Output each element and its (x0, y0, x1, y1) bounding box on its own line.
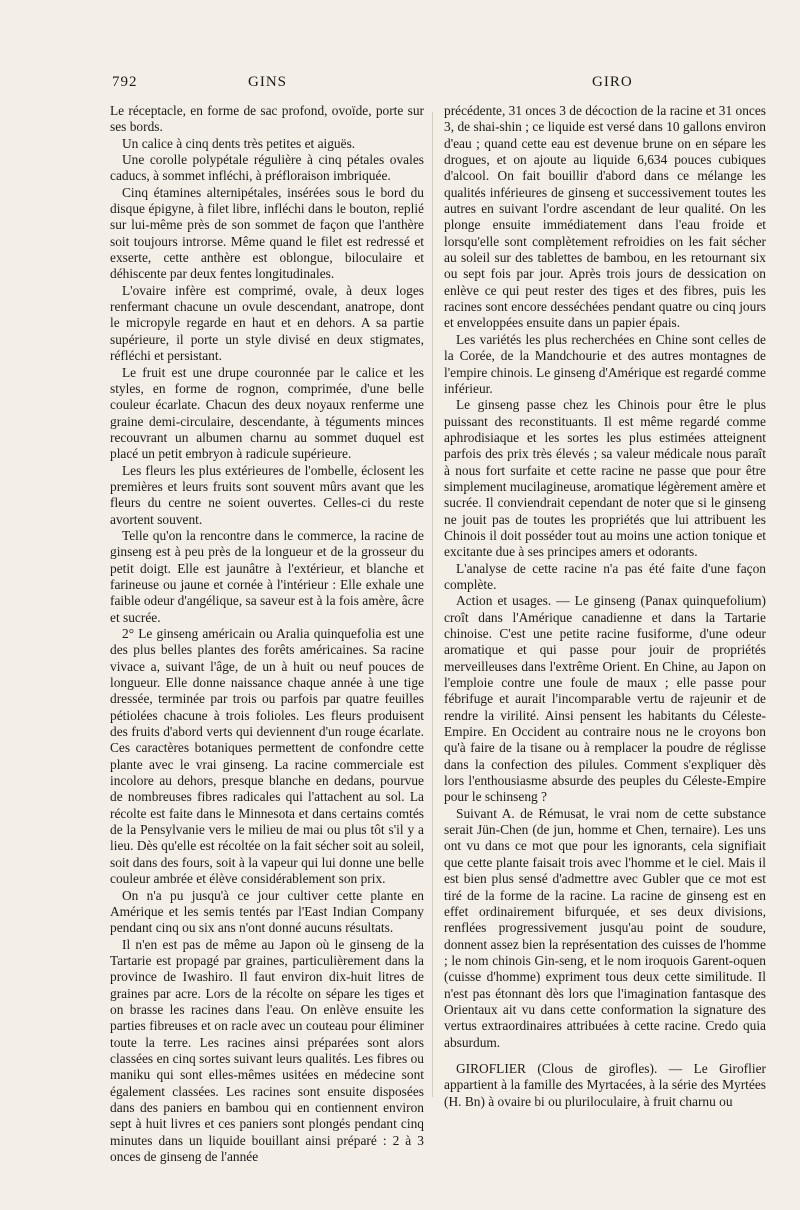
paragraph: L'analyse de cette racine n'a pas été faite d'une façon complète. (444, 560, 766, 592)
paragraph: Le fruit est une drupe couronnée par le calice et les styles, en forme de rognon, comprimée, d'une belle couleur écarlate. Chacun des deux noyaux renferme une graine demi-circulaire, descendante, à téguments minces recouvrant un albumen charnu au sommet duquel est placé un petit embryon à radicule supérieure. (110, 364, 424, 462)
paragraph: Cinq étamines alternipétales, insérées sous le bord du disque épigyne, à filet libre, infléchi dans le bouton, replié sur lui-même près de son sommet de façon que l'anthère soit toujours introrse. Même quand le filet est redressé et exserte, cette anthère est oblongue, biloculaire et déhiscente par deux fentes longitudinales. (110, 184, 424, 282)
paragraph: Un calice à cinq dents très petites et aiguës. (122, 135, 356, 151)
left-column (110, 103, 424, 1165)
paragraph: Il n'en est pas de même au Japon où le ginseng de la Tartarie est propagé par graines, particulièrement dans la province de Iwashiro. Il faut environ dix-huit litres de graines par acre. Lors de la récolte on sépare les tiges et on brasse les racines dans l'eau. On enlève ensuite les parties fibreuses et on racle avec un couteau pour éliminer toute la terre. Les racines ainsi préparées sont alors classées en cinq sortes suivant leurs qualités. Les fibres ou maniku qui sont elles-mêmes usitées en médecine sont également classées. Les racines sont ensuite disposées dans des paniers en bambou qui en contiennent environ sept à huit livres et ces paniers sont plongés pendant cinq minutes dans un liquide bouillant ainsi préparé : 2 à 3 onces de ginseng de l'année (110, 936, 424, 1164)
paragraph: 2° Le ginseng américain ou Aralia quinquefolia est une des plus belles plantes des forêts américaines. Sa racine vivace a, suivant l'âge, de un à huit ou neuf pouces de longueur. Elle donne naissance chaque année à une tige dressée, terminée par trois ou parfois par quatre feuilles pétiolées chacune à trois folioles. Les fleurs produisent des fruits d'abord verts qui deviennent d'un rouge écarlate. Ces caractères botaniques permettent de confondre cette plante avec le vrai ginseng. La racine commerciale est incolore au dehors, presque blanche en dedans, pourvue de nombreuses fibres radicales qui l'attachent au sol. La récolte est faite dans le Minnesota et dans certains comtés de la Pensylvanie vers le milieu de mai ou plus tôt s'il y a lieu. Dès qu'elle est récoltée on la fait sécher soit au soleil, soit dans des fours, soit à la vapeur qui lui donne une belle couleur ambrée et élève considérablement son prix. (110, 626, 424, 887)
paragraph: Le réceptacle, en forme de sac profond, ovoïde, porte sur ses bords. (110, 103, 424, 135)
running-head-left: GINS (248, 74, 288, 90)
paragraph: Les fleurs les plus extérieures de l'ombelle, éclosent les premières et leurs fruits sont souvent mûrs avant que les fleurs du centre ne soient ouvertes. Celles-ci du reste avortent souvent. (110, 462, 424, 527)
running-head-right: GIRO (592, 74, 633, 90)
paragraph: Une corolle polypétale régulière à cinq pétales ovales caducs, à sommet infléchi, à préfloraison imbriquée. (110, 152, 424, 184)
paragraph: GIROFLIER (Clous de girofles). — Le Giroflier appartient à la famille des Myrtacées, à la série des Myrtées (H. Bn) à ovaire bi ou pluriloculaire, à fruit charnu ou (444, 1060, 766, 1109)
paragraph: Action et usages. — Le ginseng (Panax quinquefolium) croît dans l'Amérique canadienne et dans la Tartarie chinoise. C'est une petite racine fusiforme, d'une odeur aromatique et qui passe pour jouir de propriétés merveilleuses dans l'extrême Orient. En Chine, au Japon on l'emploie contre une foule de maux ; elle passe pour fébrifuge et aurait l'incomparable vertu de rajeunir et de rendre la virilité. Ainsi pensent les habitants du Céleste-Empire. En Occident au contraire nous ne le croyons bon qu'à faire de la tisane ou à remplacer la poudre de réglisse dans la confection des pilules. Comment s'expliquer dès lors l'enthousiasme absurde des peuples du Céleste-Empire pour le schinseng ? (444, 593, 766, 805)
paragraph: Suivant A. de Rémusat, le vrai nom de cette substance serait Jün-Chen (de jun, homme et Chen, ternaire). Les uns ont vu dans ce mot que pour les ignorants, cela signifiait que cette plante faisait trois avec l'homme et le ciel. Mais il est bien plus sensé d'admettre avec Gubler que ce mot est tiré de la forme de la racine. La racine de ginseng est en effet ordinairement bifurquée, et ses deux divisions, renflées progressivement jusqu'au point de soudure, donnent assez bien la représentation des cuisses de l'homme ; le nom chinois Gin-seng, et le nom iroquois Garent-oquen (cuisse d'homme) expriment tous deux cette similitude. Il n'est pas étonnant dès lors que l'imagination fantasque des Orientaux ait vu dans cette conformation la signature des vertus extraordinaires attribuées à cette racine. Credo quia absurdum. (444, 805, 766, 1050)
column-divider (432, 112, 433, 1097)
running-header (0, 74, 800, 98)
paragraph: Telle qu'on la rencontre dans le commerce, la racine de ginseng est à peu près de la longueur et de la grosseur du petit doigt. Elle est jaunâtre à l'extérieur, et blanche et farineuse ou jaune et cornée à l'intérieur : Elle exhale une faible odeur d'angélique, sa saveur est à la fois amère, âcre et sucrée. (110, 527, 424, 625)
paragraph: On n'a pu jusqu'à ce jour cultiver cette plante en Amérique et les semis tentés par l'East Indian Company pendant cinq ou six ans n'ont donné aucuns résultats. (110, 887, 424, 936)
paragraph: précédente, 31 onces 3 de décoction de la racine et 31 onces 3, de shai-shin ; ce liquide est versé dans 10 gallons environ d'eau ; quand cette eau est devenue brune on en sépare les drogues, et on ajoute au liquide 6,634 pouces cubiques d'alcool. On fait bouillir d'abord dans ce mélange les qualités inférieures de ginseng et successivement toutes les autres en suivant l'ordre ascendant de leur qualité. On les plonge ensuite immédiatement dans l'eau froide et lorsqu'elle sont complètement refroidies on les fait sécher au soleil sur des tablettes de bambou, en les retournant six ou sept fois par jour. Après trois jours de dessication on enlève ce qui peut rester des tiges et des fibres, puis les racines sont encore desséchées pendant quatre ou cinq jours et enveloppées ensuite dans un papier épais. (444, 103, 766, 331)
page-number: 792 (112, 74, 138, 90)
paragraph: L'ovaire infère est comprimé, ovale, à deux loges renfermant chacune un ovule descendant, anatrope, dont le micropyle regarde en haut et en dehors. A sa partie supérieure, il porte un style divisé en deux stigmates, réfléchi et persistant. (110, 282, 424, 364)
paragraph: Les variétés les plus recherchées en Chine sont celles de la Corée, de la Mandchourie et des autres montagnes de l'empire chinois. Le ginseng d'Amérique est regardé comme inférieur. (444, 331, 766, 396)
paragraph: Le ginseng passe chez les Chinois pour être le plus puissant des reconstituants. Il est même regardé comme aphrodisiaque et les sortes les plus estimées atteignent parfois des prix très élevés ; sa valeur médicale nous paraît à nous fort surfaite et cette racine ne passe que pour être simplement mucilagineuse, aromatique légèrement amère et sucrée. Il conviendrait cependant de noter que si le ginseng ne jouit pas de toutes les propriétés que lui attribuent les Chinois il doit posséder tout au moins une action tonique et excitante due à ses principes amers et odorants. (444, 397, 766, 560)
right-column (444, 103, 766, 1110)
